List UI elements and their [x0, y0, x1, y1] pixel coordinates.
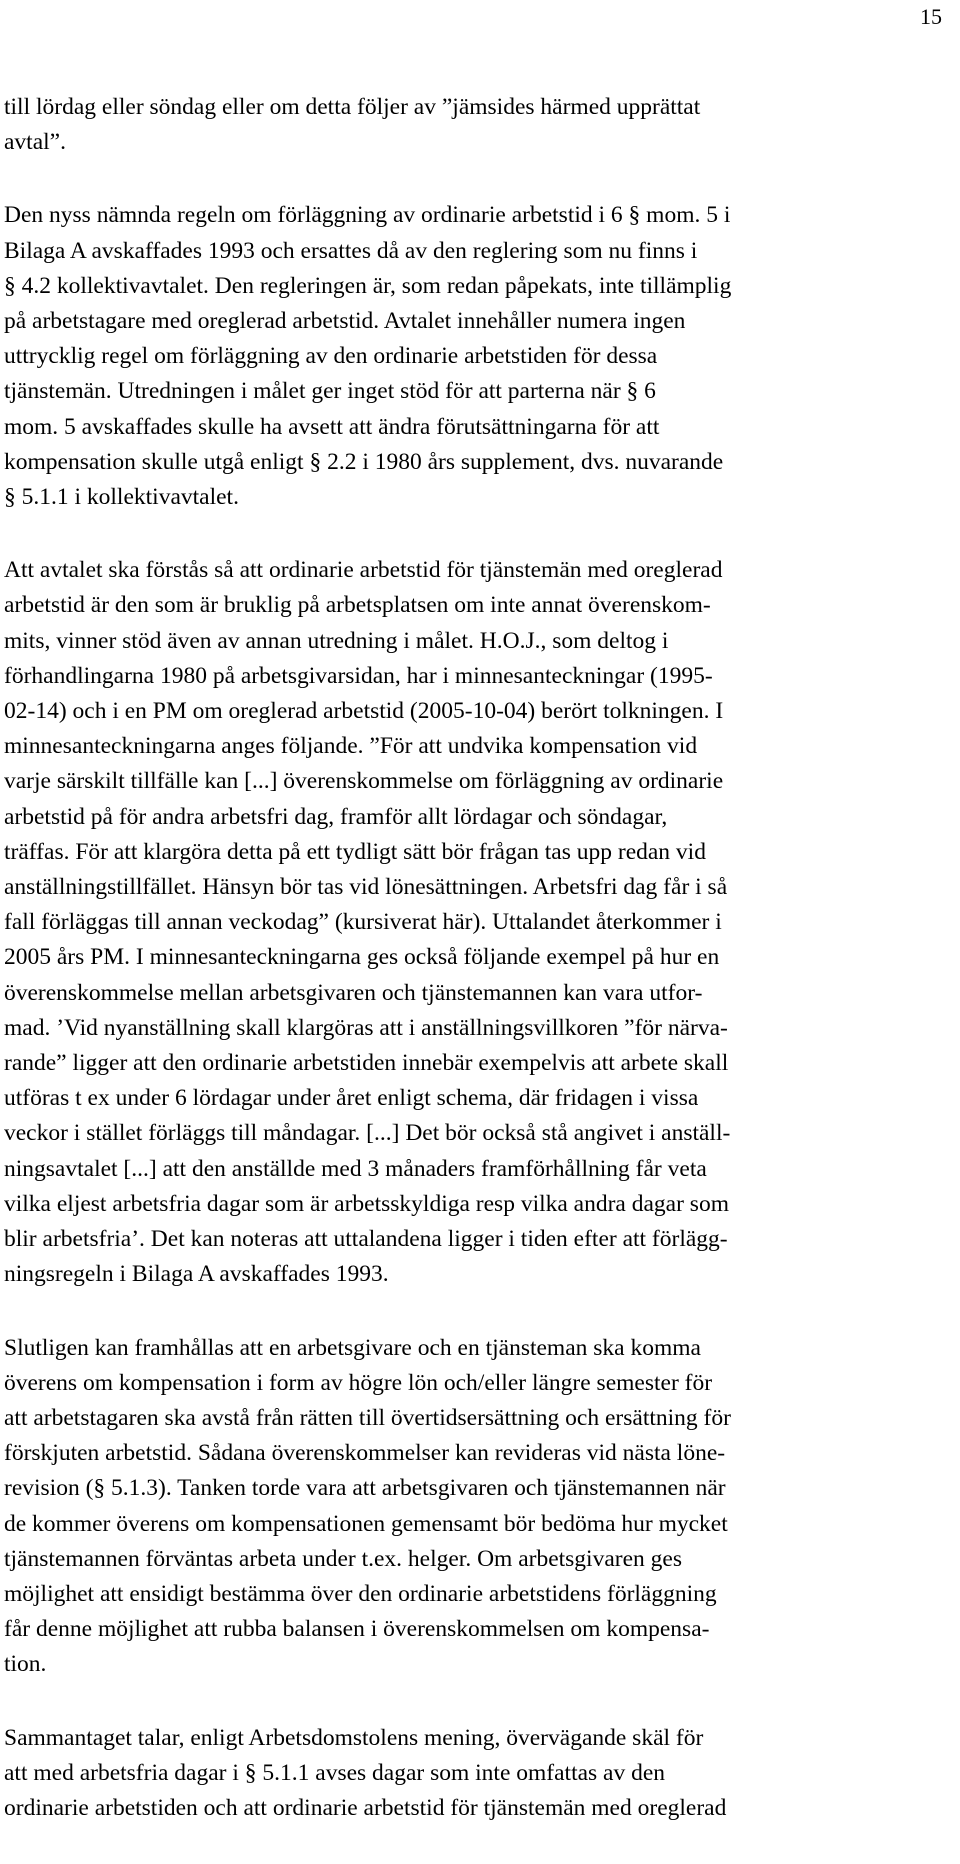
text-line: § 5.1.1 i kollektivavtalet.: [4, 484, 239, 511]
text-line: minnesanteckningarna anges följande. ”För att undvika kompensation vid: [4, 733, 698, 760]
text-line: att med arbetsfria dagar i § 5.1.1 avses dagar som inte omfattas av den: [4, 1759, 666, 1786]
text-line: överens om kompensation i form av högre lön och/eller längre semester för: [4, 1369, 713, 1396]
text-line: tjänstemannen förväntas arbeta under t.ex. helger. Om arbetsgivaren ges: [4, 1545, 682, 1572]
text-line: ordinarie arbetstiden och att ordinarie arbetstid för tjänstemän med oreglerad: [4, 1794, 727, 1821]
paragraph-1: [4, 90, 948, 160]
text-line: att arbetstagaren ska avstå från rätten till övertidsersättning och ersättning för: [4, 1404, 731, 1431]
text-line: på arbetstagare med oreglerad arbetstid. Avtalet innehåller numera ingen: [4, 308, 686, 335]
text-line: ningsregeln i Bilaga A avskaffades 1993.: [4, 1261, 389, 1288]
text-line: mad. ’Vid nyanställning skall klargöras att i anställningsvillkoren ”för närva-: [4, 1014, 728, 1041]
text-line: avtal”.: [4, 129, 66, 156]
text-line: överenskommelse mellan arbetsgivaren och tjänstemannen kan vara utfor-: [4, 979, 703, 1006]
text-line: 2005 års PM. I minnesanteckningarna ges också följande exempel på hur en: [4, 944, 720, 971]
text-line: fall förläggas till annan veckodag” (kursiverat här). Uttalandet återkommer i: [4, 909, 722, 936]
text-line: 02-14) och i en PM om oreglerad arbetstid (2005-10-04) berört tolkningen. I: [4, 698, 724, 725]
page-number: 15: [920, 4, 942, 29]
text-line: Att avtalet ska förstås så att ordinarie arbetstid för tjänstemän med oreglerad: [4, 557, 723, 584]
text-line: förhandlingarna 1980 på arbetsgivarsidan, har i minnesanteckningar (1995-: [4, 662, 713, 689]
text-line: tion.: [4, 1651, 47, 1678]
paragraph-2: [4, 198, 948, 515]
body-text: [4, 90, 948, 1864]
text-line: tjänstemän. Utredningen i målet ger inget stöd för att parterna när § 6: [4, 378, 656, 405]
text-line: utföras t ex under 6 lördagar under året enligt schema, där fridagen i vissa: [4, 1085, 699, 1112]
text-line: får denne möjlighet att rubba balansen i överenskommelsen om kompensa-: [4, 1616, 710, 1643]
text-line: Bilaga A avskaffades 1993 och ersattes då av den reglering som nu finns i: [4, 237, 698, 264]
text-line: veckor i stället förläggs till måndagar. [...] Det bör också stå angivet i anställ-: [4, 1120, 731, 1147]
text-line: vilka eljest arbetsfria dagar som är arbetsskyldiga resp vilka andra dagar som: [4, 1190, 729, 1217]
text-line: uttrycklig regel om förläggning av den ordinarie arbetstiden för dessa: [4, 343, 658, 370]
text-line: träffas. För att klargöra detta på ett tydligt sätt bör frågan tas upp redan vid: [4, 838, 706, 865]
text-line: kompensation skulle utgå enligt § 2.2 i 1980 års supplement, dvs. nuvarande: [4, 448, 724, 475]
text-line: Slutligen kan framhållas att en arbetsgivare och en tjänsteman ska komma: [4, 1334, 701, 1361]
text-line: Den nyss nämnda regeln om förläggning av ordinarie arbetstid i 6 § mom. 5 i: [4, 202, 731, 229]
text-line: varje särskilt tillfälle kan [...] överenskommelse om förläggning av ordinarie: [4, 768, 724, 795]
text-line: mits, vinner stöd även av annan utredning i målet. H.O.J., som deltog i: [4, 627, 669, 654]
text-line: mom. 5 avskaffades skulle ha avsett att ändra förutsättningarna för att: [4, 413, 660, 440]
text-line: till lördag eller söndag eller om detta följer av ”jämsides härmed upprättat: [4, 94, 701, 120]
text-line: de kommer överens om kompensationen gemensamt bör bedöma hur mycket: [4, 1510, 728, 1537]
text-line: ningsavtalet [...] att den anställde med 3 månaders framförhållning får veta: [4, 1155, 707, 1182]
text-line: arbetstid på för andra arbetsfri dag, framför allt lördagar och söndagar,: [4, 803, 668, 830]
text-line: möjlighet att ensidigt bestämma över den ordinarie arbetstidens förläggning: [4, 1580, 717, 1607]
paragraph-5: [4, 1721, 948, 1827]
paragraph-3: [4, 553, 948, 1292]
text-line: blir arbetsfria’. Det kan noteras att uttalandena ligger i tiden efter att förlägg-: [4, 1226, 728, 1253]
text-line: rande” ligger att den ordinarie arbetstiden innebär exempelvis att arbete skall: [4, 1050, 729, 1077]
text-line: arbetstid är den som är bruklig på arbetsplatsen om inte annat överenskom-: [4, 592, 711, 619]
paragraph-4: [4, 1331, 948, 1683]
text-line: revision (§ 5.1.3). Tanken torde vara att arbetsgivaren och tjänstemannen när: [4, 1475, 726, 1502]
text-line: § 4.2 kollektivavtalet. Den regleringen är, som redan påpekats, inte tillämplig: [4, 272, 732, 299]
text-line: förskjuten arbetstid. Sådana överenskommelser kan revideras vid nästa löne-: [4, 1440, 726, 1467]
text-line: anställningstillfället. Hänsyn bör tas vid lönesättningen. Arbetsfri dag får i så: [4, 874, 728, 901]
text-line: Sammantaget talar, enligt Arbetsdomstolens mening, övervägande skäl för: [4, 1724, 704, 1751]
